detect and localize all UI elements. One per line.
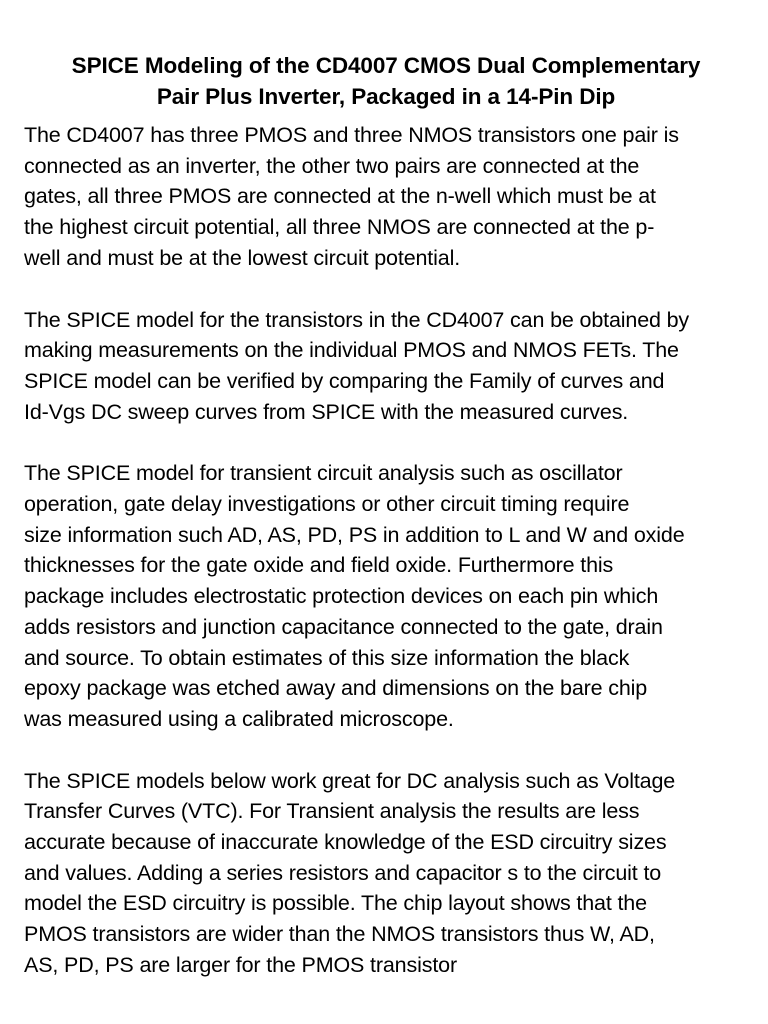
paragraph-dc-analysis-esd bbox=[24, 766, 748, 981]
text-line: connected as an inverter, the other two pairs are connected at the bbox=[24, 153, 640, 178]
text-line: adds resistors and junction capacitance connected to the gate, drain bbox=[24, 614, 663, 639]
text-line: SPICE model can be verified by comparing the Family of curves and bbox=[24, 368, 665, 393]
paragraph-spice-model-measurement bbox=[24, 305, 748, 428]
title-line: Pair Plus Inverter, Packaged in a 14-Pin Dip bbox=[156, 84, 616, 109]
body-text bbox=[24, 120, 748, 981]
text-line: and source. To obtain estimates of this size information the black bbox=[24, 645, 630, 670]
page-title bbox=[24, 50, 748, 112]
text-line: size information such AD, AS, PD, PS in addition to L and W and oxide bbox=[24, 522, 685, 547]
text-line: operation, gate delay investigations or other circuit timing require bbox=[24, 492, 630, 517]
text-line: PMOS transistors are wider than the NMOS transistors thus W, AD, bbox=[24, 922, 655, 947]
text-line: well and must be at the lowest circuit potential. bbox=[24, 245, 461, 270]
text-line: AS, PD, PS are larger for the PMOS transistor bbox=[24, 952, 457, 977]
text-line: and values. Adding a series resistors and capacitor s to the circuit to bbox=[24, 860, 662, 885]
text-line: model the ESD circuitry is possible. The chip layout shows that the bbox=[24, 891, 647, 916]
title-line: SPICE Modeling of the CD4007 CMOS Dual Complementary bbox=[71, 53, 701, 78]
text-line: The SPICE models below work great for DC analysis such as Voltage bbox=[24, 768, 676, 793]
paragraph-cd4007-description bbox=[24, 120, 748, 274]
text-line: thicknesses for the gate oxide and field oxide. Furthermore this bbox=[24, 553, 614, 578]
paragraph-transient-analysis bbox=[24, 458, 748, 734]
text-line: Id-Vgs DC sweep curves from SPICE with the measured curves. bbox=[24, 399, 629, 424]
text-line: making measurements on the individual PMOS and NMOS FETs. The bbox=[24, 338, 679, 363]
text-line: Transfer Curves (VTC). For Transient analysis the results are less bbox=[24, 799, 640, 824]
text-line: The CD4007 has three PMOS and three NMOS transistors one pair is bbox=[24, 123, 679, 147]
text-line: gates, all three PMOS are connected at the n-well which must be at bbox=[24, 184, 656, 209]
text-line: The SPICE model for the transistors in the CD4007 can be obtained by bbox=[24, 307, 690, 332]
text-line: was measured using a calibrated microscope. bbox=[24, 706, 454, 731]
text-line: epoxy package was etched away and dimensions on the bare chip bbox=[24, 676, 648, 701]
text-line: accurate because of inaccurate knowledge of the ESD circuitry sizes bbox=[24, 830, 667, 855]
text-line: the highest circuit potential, all three NMOS are connected at the p- bbox=[24, 215, 655, 240]
text-line: The SPICE model for transient circuit analysis such as oscillator bbox=[24, 461, 623, 486]
text-line: package includes electrostatic protection devices on each pin which bbox=[24, 584, 659, 609]
